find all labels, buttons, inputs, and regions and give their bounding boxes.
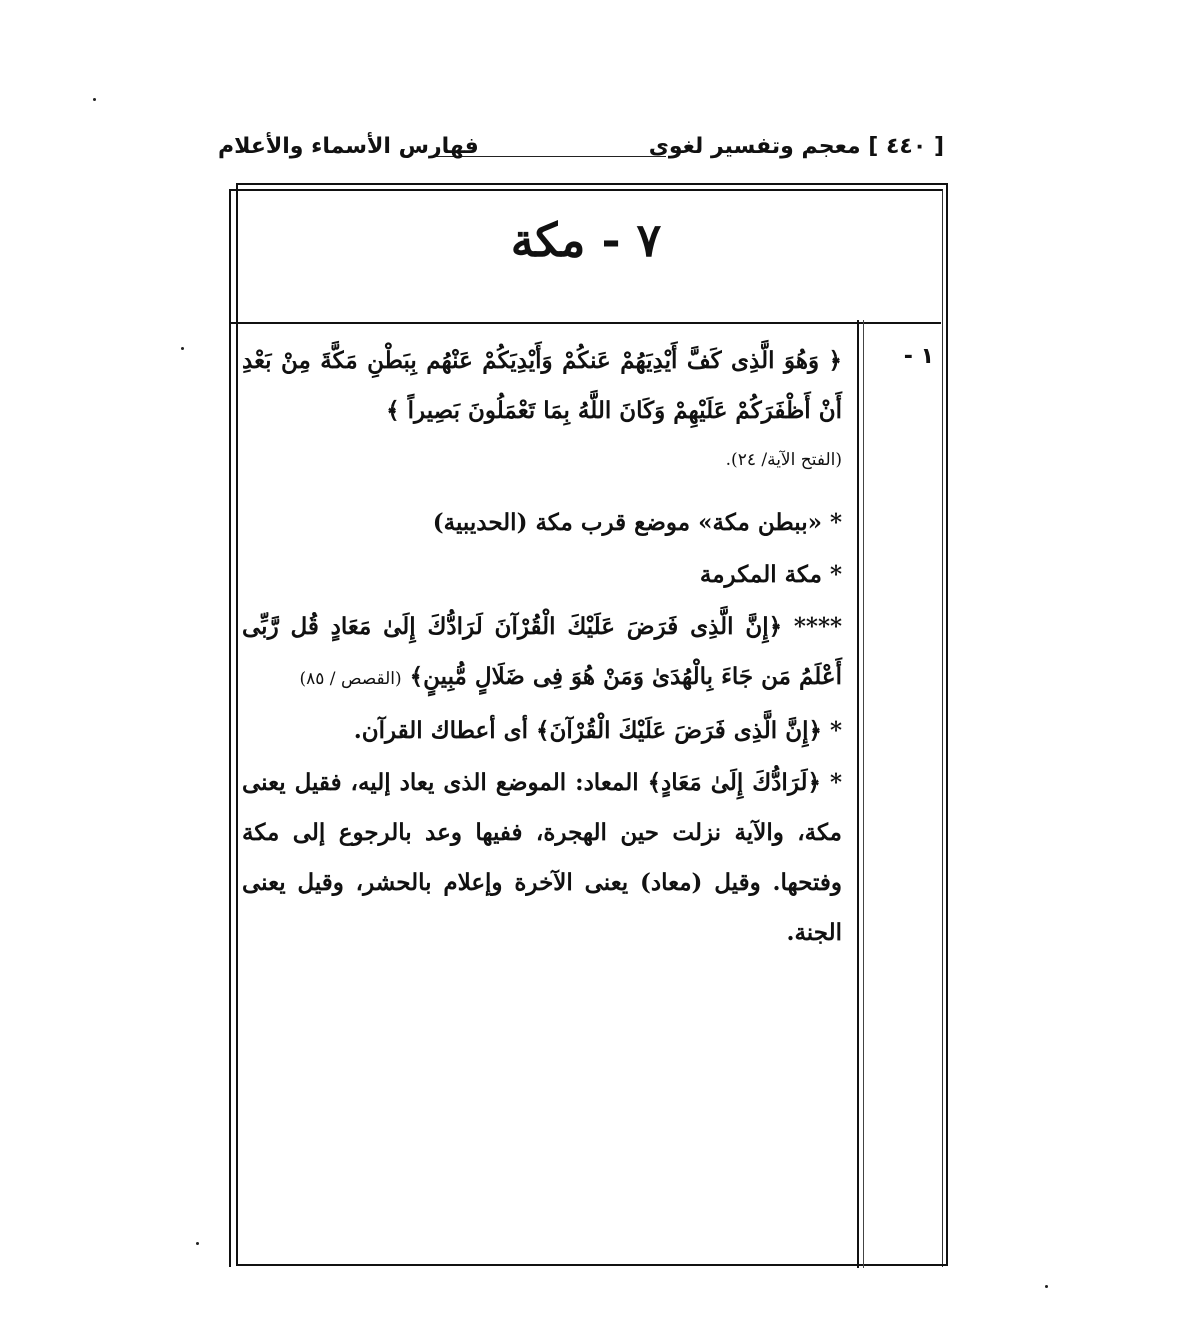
note-faradha: * ﴿إِنَّ الَّذِى فَرَضَ عَلَيْكَ الْقُرْآنَ﴾ أى أعطاك القرآن. [353,717,842,744]
page-header [218,128,944,168]
entry-body [242,336,842,958]
header-section-title: فهارس الأسماء والأعلام [218,134,479,159]
note-batn-makka: * «ببطن مكة» موضع قرب مكة (الحديبية) [432,509,842,536]
column-divider-inner [863,320,864,1268]
verse-qasas [242,602,842,704]
header-page-reference: [ ٤٤٠ ] معجم وتفسير لغوى [648,134,944,159]
entry-title: ٧ - مكة [510,213,662,267]
scan-speck [181,347,184,350]
scan-speck [1045,1285,1048,1288]
verse-qasas-text: **** ﴿إِنَّ الَّذِى فَرَضَ عَلَيْكَ الْقُرْآنَ لَرَادُّكَ إِلَىٰ مَعَادٍ قُل رَّبِّى أَعْلَمُ مَن جَاءَ بِالْهُدَىٰ وَمَنْ هُوَ فِى ضَلَالٍ مُّبِينٍ﴾ [242,613,842,690]
scan-speck [196,1242,199,1245]
entry-number: ١ - [903,344,934,369]
title-divider [231,322,941,324]
scan-speck [93,98,96,101]
verse-fath-reference: (الفتح الآية/ ٢٤). [725,450,842,470]
verse-qasas-reference: (القصص / ٨٥) [299,669,402,689]
note-makka-mukarrama: * مكة المكرمة [699,561,842,588]
verse-fath: ﴿ وَهُوَ الَّذِى كَفَّ أَيْدِيَهُمْ عَنكُمْ وَأَيْدِيَكُمْ عَنْهُم بِبَطْنِ مَكَّةَ مِنْ بَعْدِ أَنْ أَظْفَرَكُمْ عَلَيْهِمْ وَكَانَ اللَّهُ بِمَا تَعْمَلُونَ بَصِيراً ﴾ [242,347,842,424]
column-divider [857,320,859,1268]
note-maad: * ﴿لَرَادُّكَ إِلَىٰ مَعَادٍ﴾ المعاد: الموضع الذى يعاد إليه، فقيل يعنى مكة، والآية نزلت حين الهجرة، ففيها وعد بالرجوع إلى مكة وفتحها. وقيل (معاد) يعنى الآخرة وإعلام بالحشر، وقيل يعنى الجنة. [242,769,842,946]
